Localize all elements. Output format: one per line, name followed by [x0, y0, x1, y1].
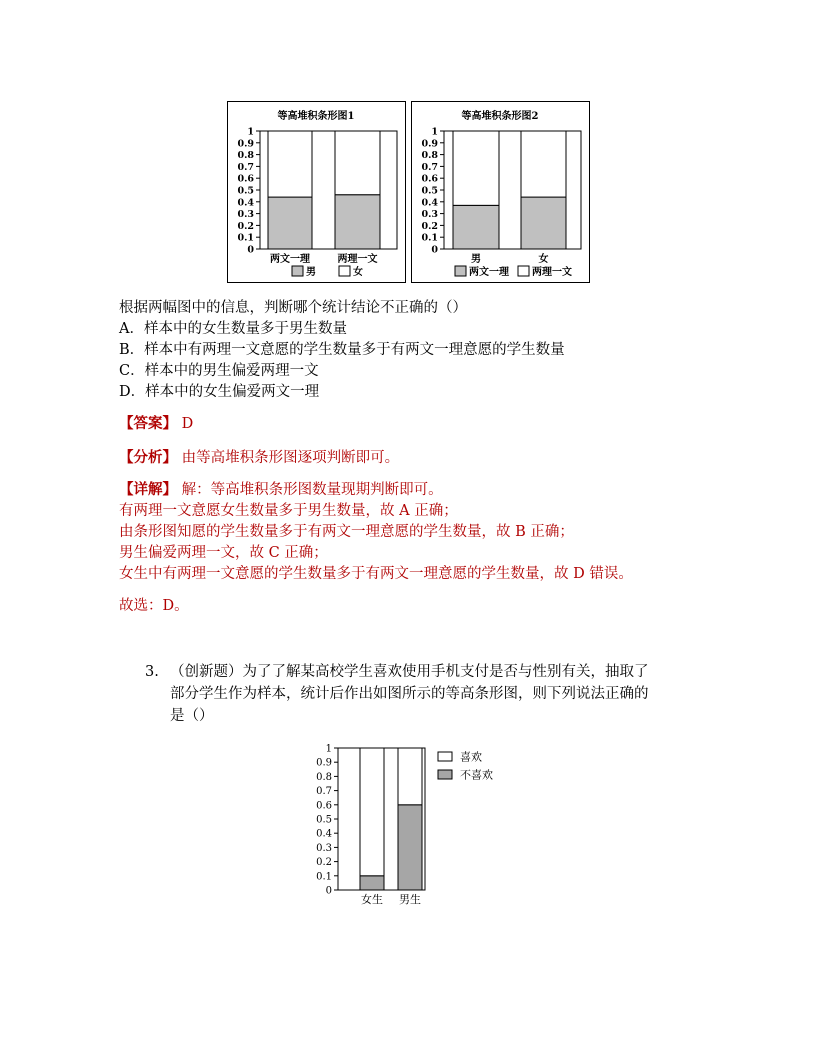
bar-segment [268, 197, 312, 249]
option-d: D．样本中的女生偏爱两文一理 [119, 384, 320, 400]
bar-segment [360, 876, 384, 890]
detail-choice: 故选：D。 [119, 598, 189, 614]
bar-segment [360, 748, 384, 876]
legend-label: 喜欢 [460, 750, 482, 764]
bar-segment [335, 195, 380, 249]
y-tick-label: 0.8 [237, 150, 254, 162]
y-tick-label: 0.3 [316, 842, 332, 854]
legend-swatch [455, 266, 466, 276]
y-tick-label: 0.8 [421, 150, 438, 162]
detail-tag: 【详解】 [119, 481, 177, 498]
y-tick-label: 0.6 [421, 173, 438, 185]
bar-segment [521, 197, 566, 249]
legend-swatch [339, 266, 350, 276]
y-tick-label: 0.2 [421, 220, 438, 232]
answer-line [119, 414, 193, 434]
stacked-bar-chart-3 [300, 740, 510, 915]
stacked-bar-chart-1 [227, 101, 406, 283]
y-tick-label: 0.2 [237, 220, 254, 232]
legend-swatch [518, 266, 529, 276]
y-tick-label: 1 [431, 126, 438, 138]
legend-label: 两理一文 [532, 267, 572, 278]
detail-intro: 解：等高堆积条形图数量现期判断即可。 [181, 482, 443, 498]
y-tick-label: 0.1 [237, 232, 254, 244]
y-tick-label: 0.5 [237, 185, 254, 197]
x-category-label: 女生 [361, 893, 383, 906]
option-c: C．样本中的男生偏爱两理一文 [119, 363, 319, 379]
option-b: B．样本中有两理一文意愿的学生数量多于有两文一理意愿的学生数量 [119, 342, 565, 358]
legend-label: 男 [306, 267, 316, 278]
analysis-tag: 【分析】 [119, 449, 177, 466]
y-tick-label: 0.9 [237, 138, 254, 150]
y-tick-label: 0.5 [421, 185, 438, 197]
legend-label: 女 [353, 267, 363, 278]
x-category-label: 男 [471, 254, 481, 265]
y-tick-label: 0.5 [316, 814, 332, 826]
y-tick-label: 0.7 [421, 161, 438, 173]
bar-segment [453, 131, 499, 205]
y-tick-label: 0 [431, 244, 438, 256]
option-a: A．样本中的女生数量多于男生数量 [119, 321, 347, 337]
y-tick-label: 0.3 [421, 209, 438, 221]
y-tick-label: 0.6 [237, 173, 254, 185]
question-stem: 根据两幅图中的信息，判断哪个统计结论不正确的（） [119, 300, 467, 316]
y-tick-label: 0.4 [237, 197, 254, 209]
question3-line-2: 部分学生作为样本，统计后作出如图所示的等高条形图，则下列说法正确的 [170, 686, 649, 702]
y-tick-label: 0.3 [237, 209, 254, 221]
y-tick-label: 0.7 [316, 786, 332, 798]
y-tick-label: 0 [325, 885, 332, 897]
analysis-text: 由等高堆积条形图逐项判断即可。 [181, 450, 400, 466]
legend-swatch [438, 770, 452, 779]
stacked-bar-chart-2 [411, 101, 590, 283]
bar-segment [521, 131, 566, 197]
x-category-label: 两理一文 [337, 254, 378, 265]
legend-label: 两文一理 [469, 267, 509, 278]
chart-title: 等高堆积条形图1 [277, 111, 355, 122]
x-category-label: 两文一理 [270, 254, 310, 265]
y-tick-label: 0.7 [237, 161, 254, 173]
x-category-label: 女 [538, 254, 549, 265]
y-tick-label: 0 [247, 244, 254, 256]
question3-line-1: （创新题）为了了解某高校学生喜欢使用手机支付是否与性别有关，抽取了 [170, 664, 649, 680]
y-tick-label: 0.1 [316, 871, 332, 883]
y-tick-label: 0.1 [421, 232, 438, 244]
legend-label: 不喜欢 [460, 768, 493, 782]
y-tick-label: 0.9 [316, 757, 332, 769]
y-tick-label: 0.4 [421, 197, 438, 209]
y-tick-label: 1 [247, 126, 254, 138]
y-tick-label: 0.4 [316, 828, 332, 840]
analysis-line [119, 448, 399, 468]
y-tick-label: 0.6 [316, 800, 332, 812]
answer-value: D [181, 416, 194, 432]
x-category-label: 男生 [399, 893, 421, 906]
detail-line [119, 480, 443, 500]
detail-line-3: 男生偏爱两理一文，故 C 正确； [119, 545, 328, 561]
y-tick-label: 0.8 [316, 771, 332, 783]
bar-segment [398, 805, 422, 890]
y-tick-label: 1 [325, 743, 332, 755]
detail-line-4: 女生中有两理一文意愿的学生数量多于有两文一理意愿的学生数量，故 D 错误。 [119, 566, 633, 582]
legend-swatch [438, 752, 452, 761]
answer-tag: 【答案】 [119, 415, 177, 432]
bar-segment [268, 131, 312, 197]
question3-line-3: 是（） [170, 708, 214, 724]
y-tick-label: 0.9 [421, 138, 438, 150]
detail-line-1: 有两理一文意愿女生数量多于男生数量，故 A 正确； [119, 503, 458, 519]
y-tick-label: 0.2 [316, 857, 332, 869]
bar-segment [398, 748, 422, 805]
bar-segment [335, 131, 380, 195]
legend-swatch [292, 266, 303, 276]
question3-number: 3. [145, 664, 159, 680]
detail-line-2: 由条形图知愿的学生数量多于有两文一理意愿的学生数量，故 B 正确； [119, 524, 574, 540]
chart-title: 等高堆积条形图2 [461, 111, 539, 122]
bar-segment [453, 205, 499, 249]
